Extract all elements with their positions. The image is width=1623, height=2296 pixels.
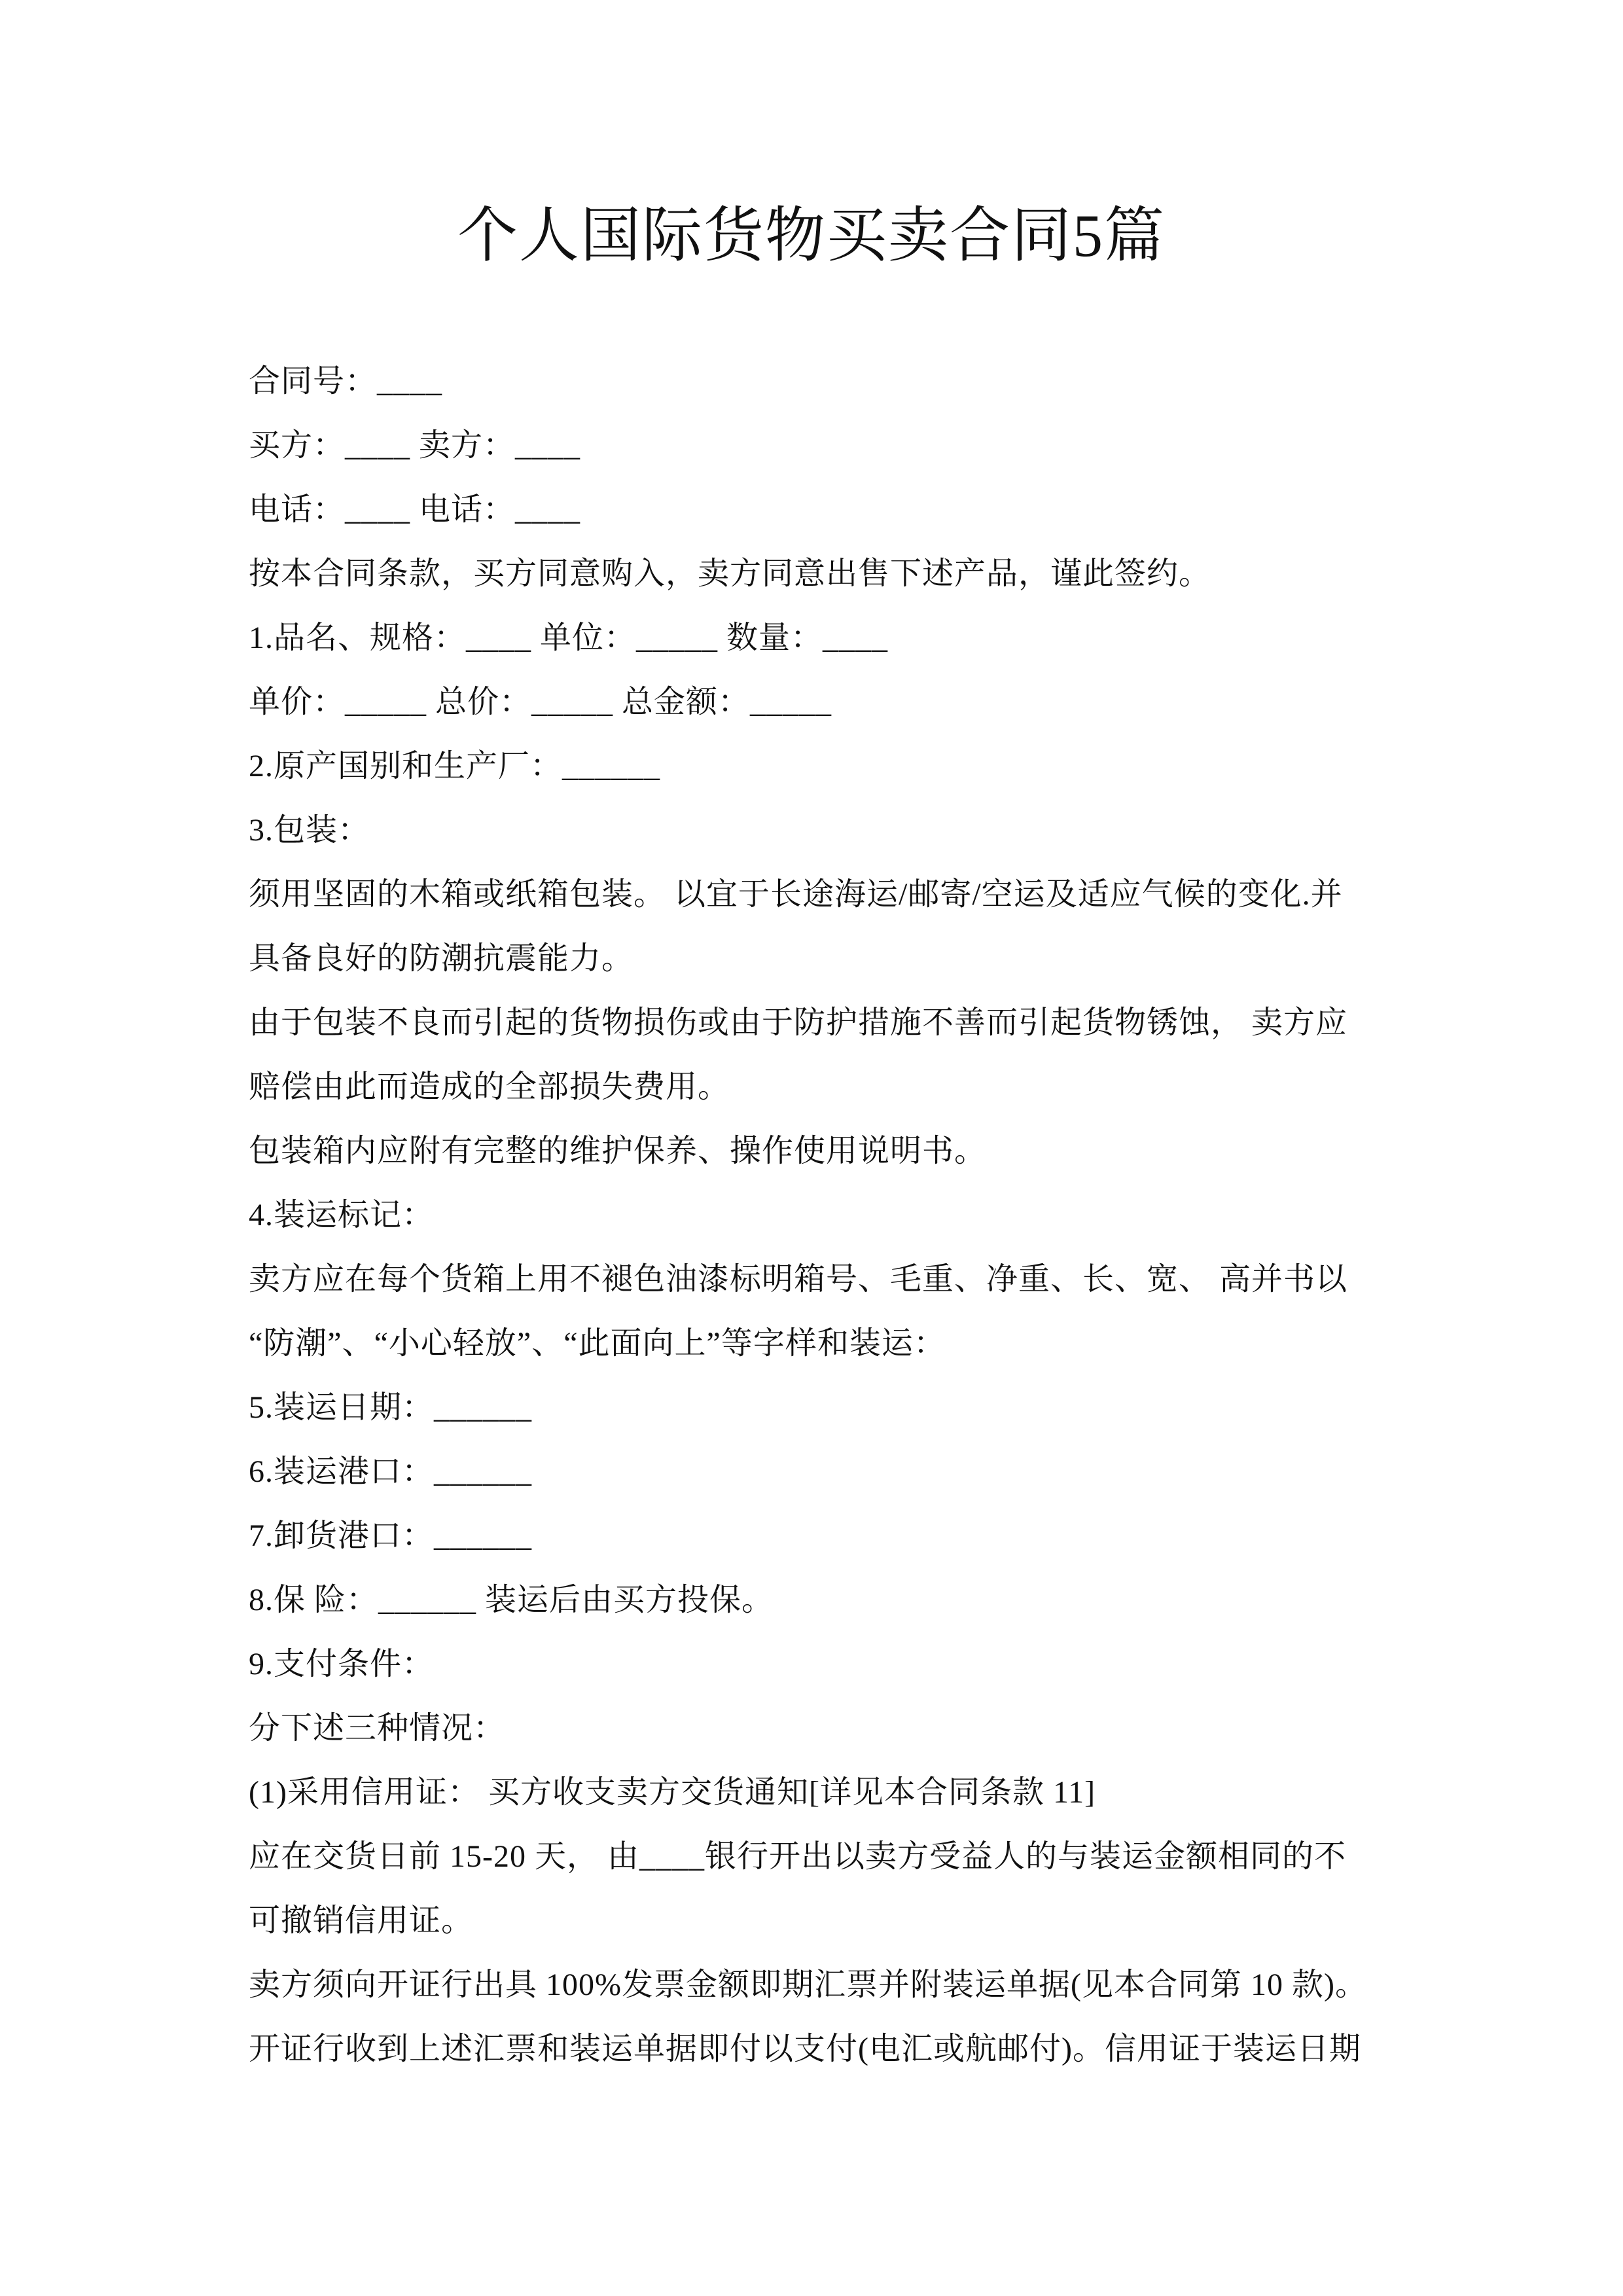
phone-line: 电话：____ 电话：____	[249, 492, 581, 527]
marking-paragraph-line: 卖方应在每个货箱上用不褪色油漆标明箱号、毛重、净重、长、宽、 高并书以	[249, 1262, 1348, 1297]
clause-6-loading-port: 6.装运港口：______	[249, 1454, 533, 1489]
manual-paragraph: 包装箱内应附有完整的维护保养、操作使用说明书。	[249, 1134, 987, 1168]
clause-1-product: 1.品名、规格：____ 单位：_____ 数量：____	[249, 620, 889, 655]
contract-number-line: 合同号：____	[249, 364, 443, 399]
clause-8-insurance: 8.保 险：______ 装运后由买方投保。	[249, 1583, 774, 1617]
payment-intro: 分下述三种情况：	[249, 1711, 506, 1746]
credit-paragraph-line: 可撤销信用证。	[249, 1903, 474, 1938]
draft-paragraph: 卖方须向开证行出具 100%发票金额即期汇票并附装运单据(见本合同第 10 款)。	[249, 1967, 1367, 2002]
packing-paragraph-line: 具备良好的防潮抗震能力。	[249, 941, 634, 976]
bank-payment-paragraph: 开证行收到上述汇票和装运单据即付以支付(电汇或航邮付)。信用证于装运日期	[249, 2032, 1361, 2066]
price-line: 单价：_____ 总价：_____ 总金额：_____	[249, 685, 832, 719]
clause-7-discharge-port: 7.卸货港口：______	[249, 1518, 533, 1553]
clause-9-heading: 9.支付条件：	[249, 1647, 435, 1681]
clause-5-shipment-date: 5.装运日期：______	[249, 1390, 533, 1425]
buyer-seller-line: 买方：____ 卖方：____	[249, 428, 581, 463]
credit-paragraph-line: 应在交货日前 15-20 天， 由____银行开出以卖方受益人的与装运金额相同的不	[249, 1839, 1346, 1874]
clause-2-origin: 2.原产国别和生产厂：______	[249, 749, 661, 783]
document-title: 个人国际货物买卖合同5篇	[457, 202, 1166, 269]
marking-paragraph-line: “防潮”、“小心轻放”、“此面向上”等字样和装运：	[249, 1326, 946, 1361]
document-body	[249, 350, 1400, 2081]
clause-3-heading: 3.包装：	[249, 813, 370, 848]
damage-paragraph-line: 赔偿由此而造成的全部损失费用。	[249, 1069, 730, 1104]
clause-4-heading: 4.装运标记：	[249, 1198, 435, 1232]
packing-paragraph-line: 须用坚固的木箱或纸箱包装。 以宜于长途海运/邮寄/空运及适应气候的变化.并	[249, 877, 1343, 912]
damage-paragraph-line: 由于包装不良而引起的货物损伤或由于防护措施不善而引起货物锈蚀， 卖方应	[249, 1005, 1348, 1040]
agreement-paragraph: 按本合同条款，买方同意购入，卖方同意出售下述产品，谨此签约。	[249, 556, 1211, 591]
payment-option-1: (1)采用信用证： 买方收支卖方交货通知[详见本合同条款 11]	[249, 1775, 1096, 1810]
